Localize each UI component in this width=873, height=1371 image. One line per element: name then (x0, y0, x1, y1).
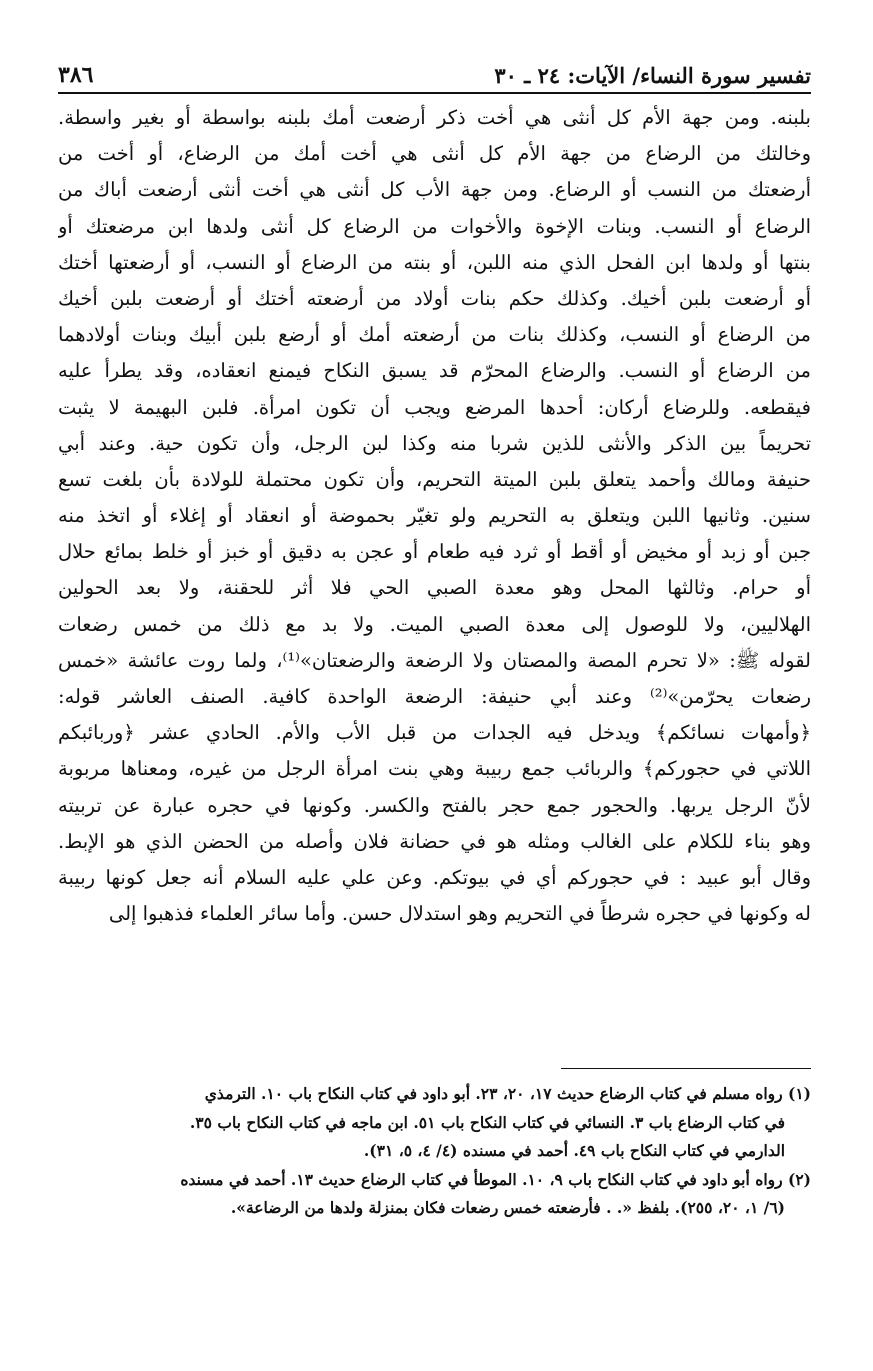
text-line: من الرضاع أو النسب، وكذلك بنات من أرضعته أمك أو أرضع بلبن أبيك وبنات أولادهما (58, 323, 811, 347)
text-line: بلبنه. ومن جهة الأم كل أنثى هي أخت ذكر أرضعت أمك بلبنه بواسطة أو بغير واسطة. (58, 106, 811, 129)
text-line: تحريماً بين الذكر والأنثى للذين شربا منه وكذا لبن الرجل، وأن تكون حية. وعند أبي (58, 431, 811, 455)
page-number: ٣٨٦ (58, 62, 94, 88)
running-header (58, 52, 811, 94)
footnote-divider (561, 1068, 811, 1069)
text-line: الهلاليين، ولا للوصول إلى معدة الصبي الميت. ولا بد مع ذلك من خمس رضعات (58, 612, 811, 636)
text-line: حنيفة ومالك وأحمد يتعلق بلبن الميتة التحريم، وأن تكون محتملة للولادة بأن بلغت تسع (58, 467, 811, 491)
footnote-line: الدارمي في كتاب النكاح باب ٤٩. أحمد في مسنده (٤/ ٤، ٥، ٣١). (363, 1141, 785, 1160)
text-line: ﴿وأمهات نسائكم﴾ ويدخل فيه الجدات من قبل الأب والأم. الحادي عشر ﴿وربائبكم (58, 721, 811, 745)
text-line: رضعات يحرّمن»⁽²⁾ وعند أبي حنيفة: الرضعة الواحدة كافية. الصنف العاشر قوله: (58, 685, 811, 708)
text-line: أو حرام. وثالثها المحل وهو معدة الصبي الحي فلا أثر للحقنة، ولا بعد الحولين (58, 576, 811, 600)
running-title: تفسير سورة النساء/ الآيات: ٢٤ ـ ٣٠ (494, 63, 811, 88)
footnote-line: (٦/ ١، ٢٠، ٢٥٥). بلفظ «. . فأرضعته خمس رضعات فكان بمنزلة ولدها من الرضاعة». (230, 1198, 785, 1217)
text-line: الرضاع أو النسب. وبنات الإخوة والأخوات من الرضاع كل أنثى ولدها ابن مرضعتك أو (58, 214, 811, 238)
footnote-line: في كتاب الرضاع باب ٣. النسائي في كتاب النكاح باب ٥١. ابن ماجه في كتاب النكاح باب ٣٥. (189, 1112, 785, 1132)
text-line: فيقطعه. وللرضاع أركان: أحدها المرضع ويجب أن تكون امرأة. فلبن البهيمة لا يثبت (58, 395, 811, 419)
text-line: أرضعتك من النسب أو الرضاع. ومن جهة الأب كل أنثى هي أخت أنثى أرضعت أباك من (58, 178, 811, 202)
text-line: له وكونها في حجره شرطاً في التحريم وهو استدلال حسن. وأما سائر العلماء فذهبوا إلى (108, 902, 811, 926)
footnote-line: (٢) رواه أبو داود في كتاب النكاح باب ٩، ١٠. الموطأ في كتاب الرضاع حديث ١٣. أحمد في مسنده (180, 1169, 811, 1189)
footnote-line: (١) رواه مسلم في كتاب الرضاع حديث ١٧، ٢٠، ٢٣. أبو داود في كتاب النكاح باب ١٠. الترمذي (204, 1084, 811, 1103)
text-line: من الرضاع أو النسب. والرضاع المحرّم قد يسبق النكاح فيمنع انعقاده، وقد يطرأ عليه (58, 359, 811, 383)
text-line: وقال أبو عبيد : في حجوركم أي في بيوتكم. وعن علي عليه السلام أنه جعل كونها ربيبة (58, 865, 811, 889)
text-line: لأنّ الرجل يربها. والحجور جمع حجر بالفتح والكسر. وكونها في حجره عبارة عن تربيته (58, 793, 811, 817)
text-line: بنتها أو ولدها ابن الفحل الذي منه اللبن، أو بنته من الرضاع أو النسب، أو أرضعتها أختك (58, 250, 811, 274)
text-line: اللاتي في حجوركم﴾ والربائب جمع ربيبة وهي بنت امرأة الرجل من غيره، ومعناها مربوبة (58, 757, 811, 781)
main-text (58, 100, 811, 932)
footnotes (58, 1080, 811, 1223)
text-line: لقوله ﷺ: «لا تحرم المصة والمصتان ولا الرضعة والرضعتان»⁽¹⁾، ولما روت عائشة «خمس (58, 648, 811, 672)
text-line: جبن أو زبد أو مخيض أو أقط أو ثرد فيه طعام أو عجن به دقيق أو خبز أو خلط بمائع حلال (58, 540, 811, 564)
text-line: أو أرضعت بلبن أخيك. وكذلك حكم بنات أولاد من أرضعته أختك أو أرضعت بلبن أخيك (58, 286, 811, 310)
text-line: وهو بناء للكلام على الغالب ومثله هو في حضانة فلان وأصله من الحضن الذي هو الإبط. (58, 829, 811, 853)
text-line: وخالتك من الرضاع من جهة الأم كل أنثى هي أخت أمك من الرضاع، أو أخت من (58, 142, 811, 166)
text-line: سنين. وثانيها اللبن ويتعلق به التحريم ولو تغيّر بحموضة أو انعقاد أو إغلاء أو اتخذ منه (58, 504, 811, 528)
